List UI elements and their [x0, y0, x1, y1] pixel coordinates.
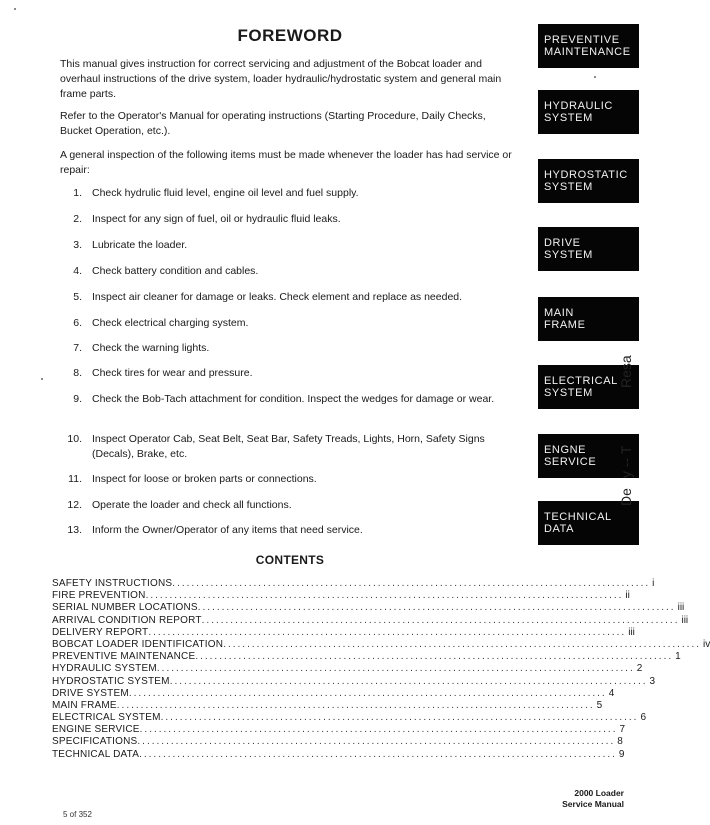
toc-entry[interactable]: SPECIFICATIONS .................................................................................................... 8 — [52, 736, 623, 748]
toc-entry[interactable]: HYDRAULIC SYSTEM .................................................................................................... 2 — [52, 663, 643, 675]
scan-speck — [14, 8, 16, 10]
toc-entry[interactable]: ENGINE SERVICE .................................................................................................... 7 — [52, 724, 626, 736]
toc-entry[interactable]: DELIVERY REPORT .................................................................................................... iii — [52, 626, 635, 638]
toc-entry[interactable]: MAIN FRAME .................................................................................................... 5 — [52, 699, 603, 711]
toc-entry[interactable]: HYDROSTATIC SYSTEM .................................................................................................... 3 — [52, 675, 656, 687]
inspection-paragraph: A general inspection of the following items must be made whenever the loader has had service or repair: — [60, 149, 512, 176]
tab-hydraulic-system[interactable]: HYDRAULIC SYSTEM — [538, 90, 639, 134]
tab-drive-system[interactable]: DRIVE SYSTEM — [538, 227, 639, 271]
intro-paragraph: This manual gives instruction for correct servicing and adjustment of the Bobcat loader and overhaul instructions of the drive system, loader hydraulic/hydrostatic system and general main frame parts. — [60, 58, 502, 100]
toc-entry[interactable]: ARRIVAL CONDITION REPORT .................................................................................................... iii — [52, 614, 689, 626]
tab-preventive-maintenance[interactable]: PREVENTIVE MAINTENANCE — [538, 24, 639, 68]
scan-speck — [41, 378, 43, 380]
toc-entry[interactable]: DRIVE SYSTEM .................................................................................................... 4 — [52, 687, 615, 699]
tab-technical-data[interactable]: TECHNICAL DATA — [538, 501, 639, 545]
toc-entry[interactable]: SERIAL NUMBER LOCATIONS .................................................................................................... iii — [52, 602, 685, 614]
toc-entry[interactable]: BOBCAT LOADER IDENTIFICATION .................................................................................................... iv — [52, 638, 710, 650]
toc-entry[interactable]: FIRE PREVENTION .................................................................................................... ii — [52, 590, 630, 602]
tab-engine-service[interactable]: ENGNE SERVICE — [538, 434, 639, 478]
scan-speck — [594, 76, 596, 78]
operators-manual-paragraph: Refer to the Operator's Manual for operating instructions (Starting Procedure, Daily Checks, Bucket Operation, etc.). — [60, 110, 486, 137]
toc-entry[interactable]: ELECTRICAL SYSTEM .................................................................................................... 6 — [52, 712, 647, 724]
table-of-contents — [52, 578, 710, 761]
page-title: FOREWORD — [237, 26, 343, 45]
page-counter: 5 of 352 — [63, 810, 92, 819]
contents-title: CONTENTS — [255, 553, 325, 567]
tab-hydrostatic-system[interactable]: HYDROSTATIC SYSTEM — [538, 159, 639, 203]
manual-title-footer: 2000 Loader Service Manual — [562, 788, 624, 809]
toc-entry[interactable]: PREVENTIVE MAINTENANCE .................................................................................................... 1 — [52, 651, 681, 663]
tab-electrical-system[interactable]: ELECTRICAL SYSTEM — [538, 365, 639, 409]
toc-entry[interactable]: SAFETY INSTRUCTIONS .................................................................................................... i — [52, 578, 655, 589]
tab-main-frame[interactable]: MAIN FRAME — [538, 297, 639, 341]
toc-entry[interactable]: TECHNICAL DATA .................................................................................................... 9 — [52, 748, 625, 760]
